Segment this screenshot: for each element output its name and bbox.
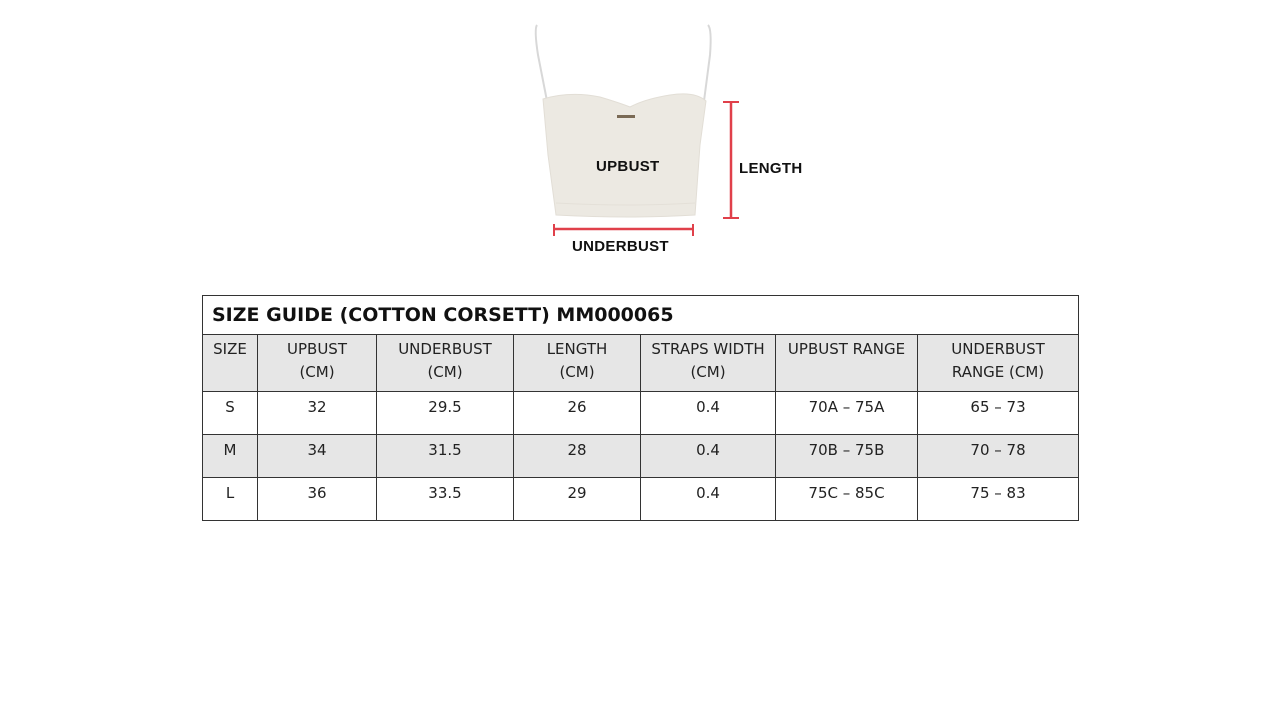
cell-upbust-range: 70B – 75B — [776, 435, 918, 478]
cell-underbust: 33.5 — [377, 478, 514, 521]
header-length: LENGTH (CM) — [514, 335, 641, 392]
header-underbust: UNDERBUST (CM) — [377, 335, 514, 392]
cell-underbust-range: 75 – 83 — [918, 478, 1079, 521]
size-guide-table — [202, 295, 1079, 521]
header-size: SIZE — [203, 335, 258, 392]
cell-underbust: 29.5 — [377, 392, 514, 435]
cell-upbust-range: 70A – 75A — [776, 392, 918, 435]
garment-diagram — [520, 15, 820, 265]
cell-straps-width: 0.4 — [641, 478, 776, 521]
cell-underbust-range: 65 – 73 — [918, 392, 1079, 435]
header-upbust-range: UPBUST RANGE — [776, 335, 918, 392]
header-straps-width: STRAPS WIDTH (CM) — [641, 335, 776, 392]
cell-size: S — [203, 392, 258, 435]
cell-upbust: 36 — [258, 478, 377, 521]
cell-straps-width: 0.4 — [641, 435, 776, 478]
size-guide-table-container — [202, 295, 1078, 521]
cell-length: 28 — [514, 435, 641, 478]
underbust-label: UNDERBUST — [572, 238, 669, 255]
cell-underbust: 31.5 — [377, 435, 514, 478]
length-label: LENGTH — [739, 160, 803, 177]
cell-underbust-range: 70 – 78 — [918, 435, 1079, 478]
upbust-label: UPBUST — [596, 158, 660, 175]
cell-length: 26 — [514, 392, 641, 435]
cell-upbust-range: 75C – 85C — [776, 478, 918, 521]
table-row-m — [203, 435, 1079, 478]
cell-upbust: 32 — [258, 392, 377, 435]
cell-size: M — [203, 435, 258, 478]
corset-illustration — [520, 15, 820, 265]
table-header-row — [203, 335, 1079, 392]
cell-length: 29 — [514, 478, 641, 521]
cell-size: L — [203, 478, 258, 521]
table-row-l — [203, 478, 1079, 521]
table-title: SIZE GUIDE (COTTON CORSETT) MM000065 — [203, 296, 1079, 335]
header-underbust-range: UNDERBUST RANGE (CM) — [918, 335, 1079, 392]
cell-straps-width: 0.4 — [641, 392, 776, 435]
cell-upbust: 34 — [258, 435, 377, 478]
table-row-s — [203, 392, 1079, 435]
header-upbust: UPBUST (CM) — [258, 335, 377, 392]
